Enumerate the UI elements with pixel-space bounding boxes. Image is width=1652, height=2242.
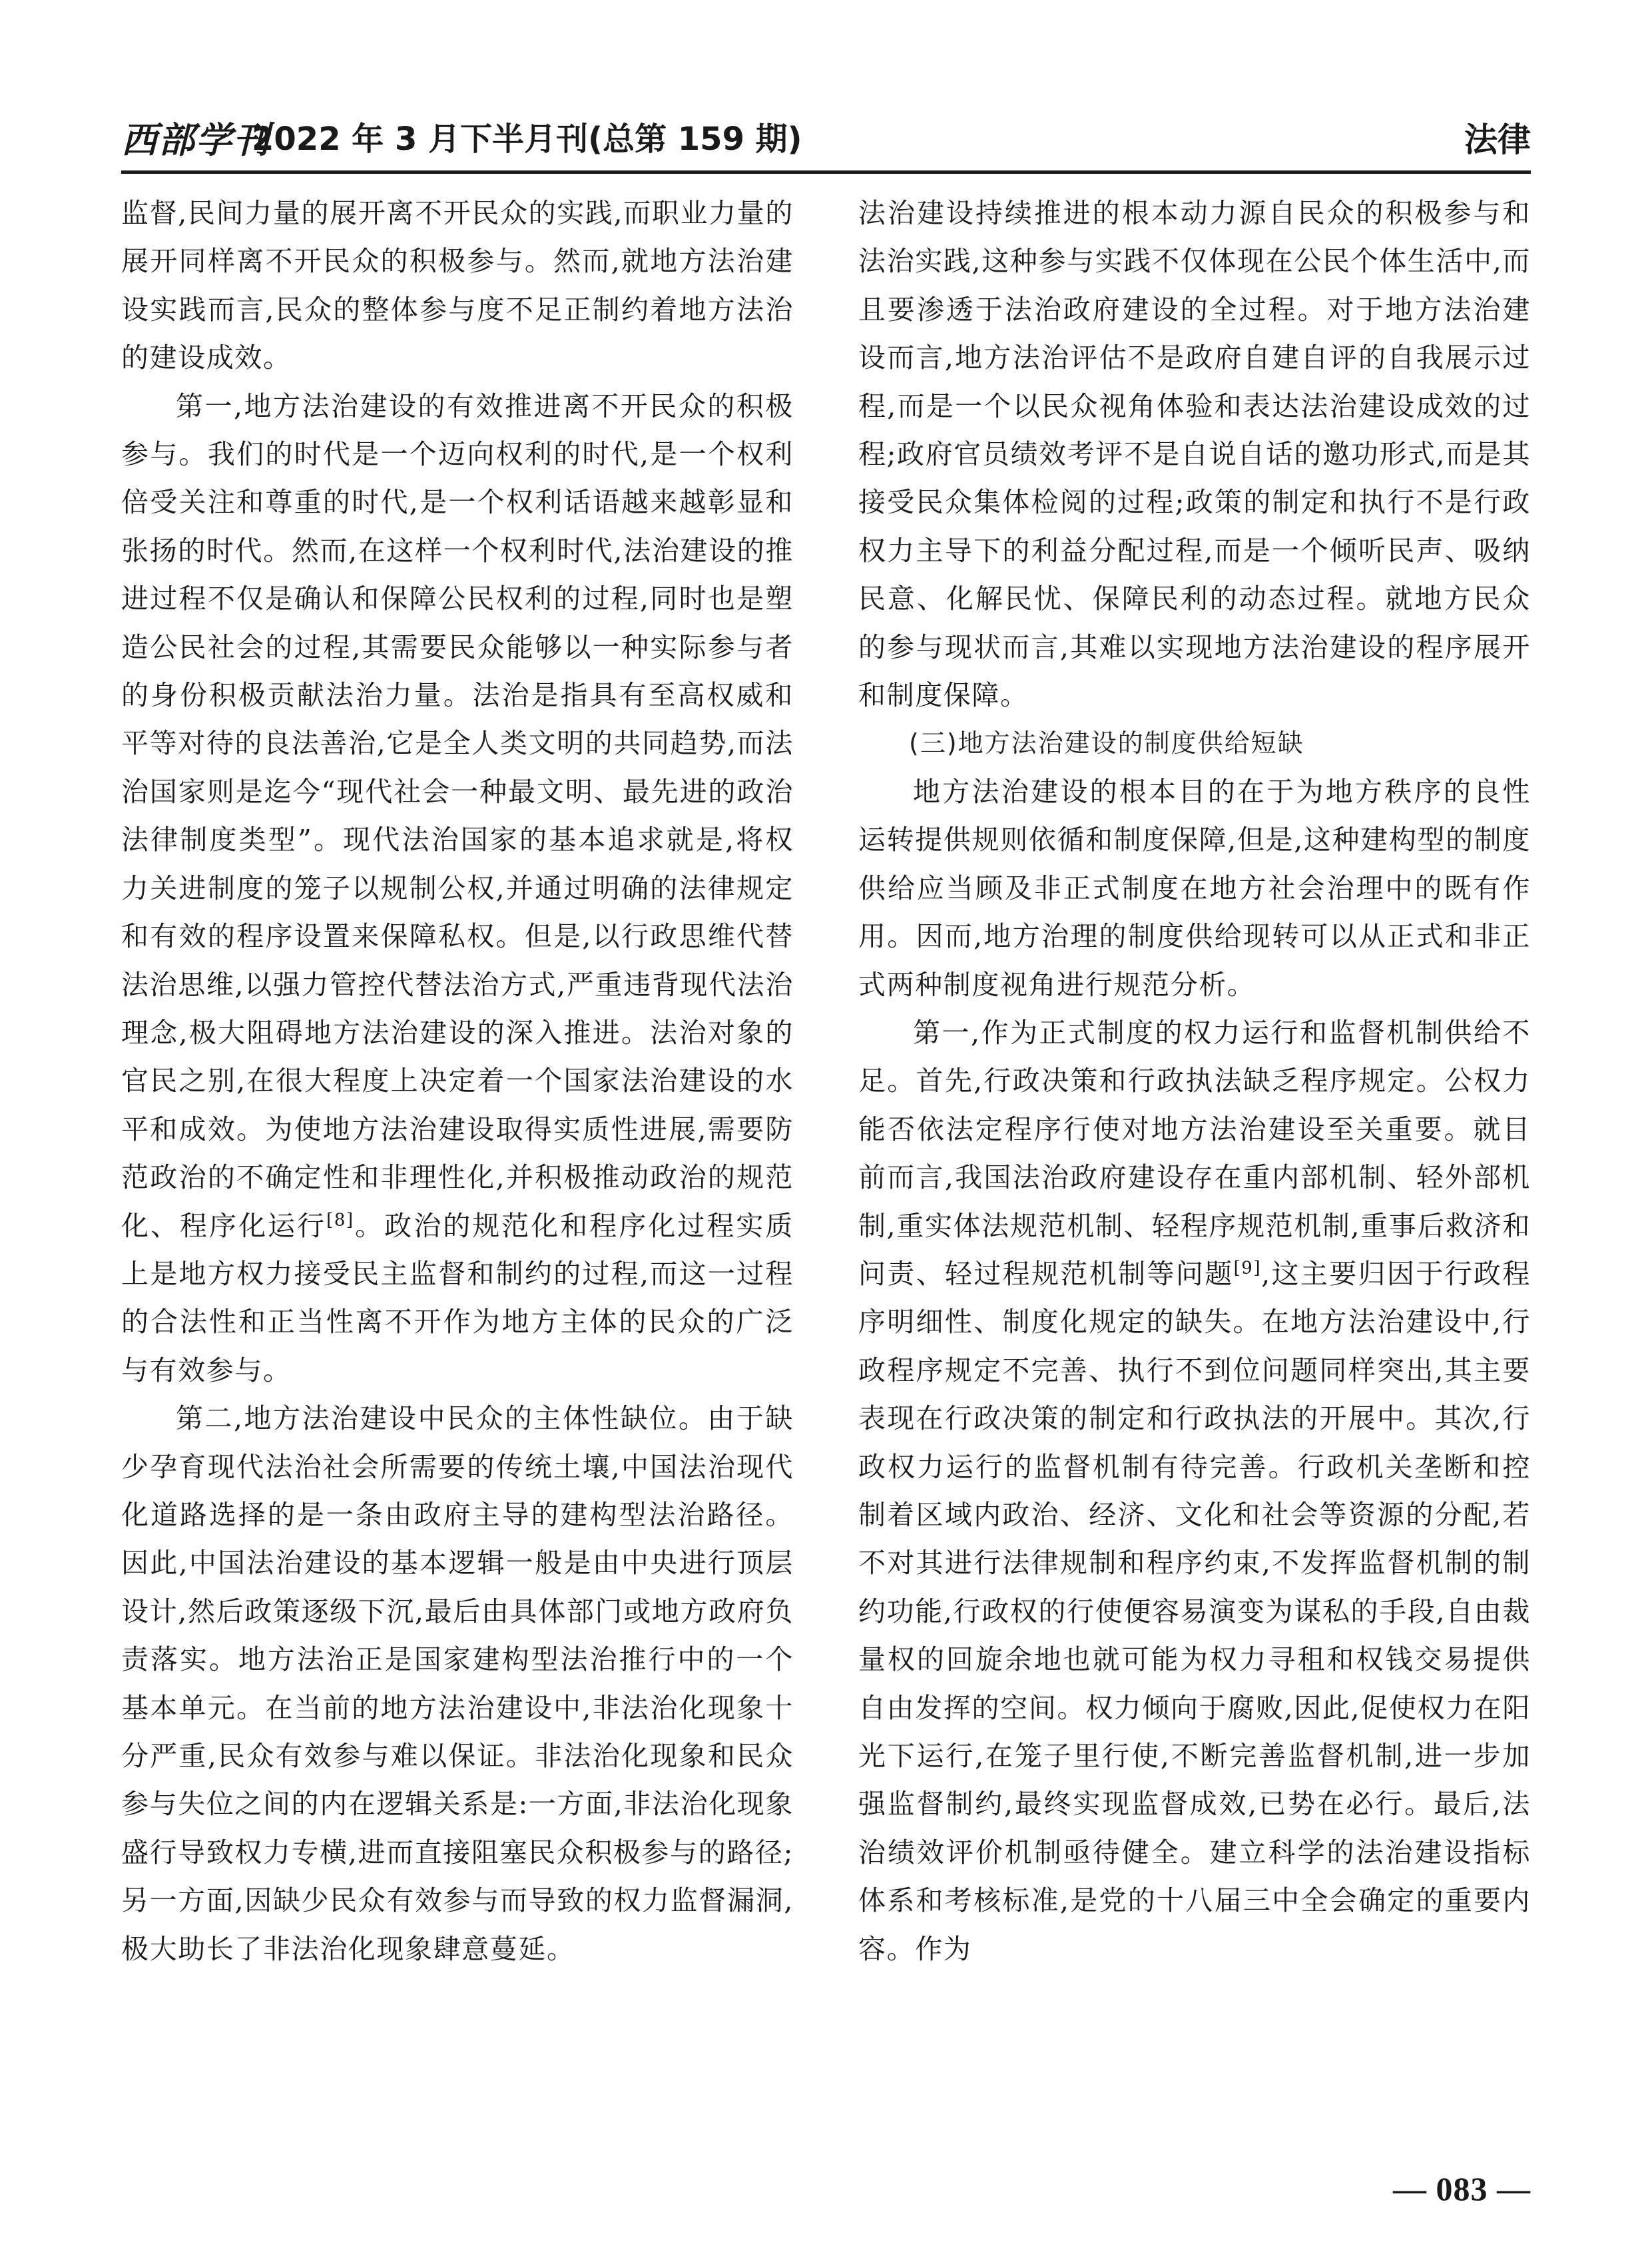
journal-logo: 西部学刊 [121, 119, 270, 161]
section-heading: (三)地方法治建设的制度供给短缺 [909, 728, 1304, 758]
paragraph-text: 。政治的规范化和程序化过程实质上是地方权力接受民主监督和制约的过程,而这一过程的合法性和正当性离不开作为地方主体的民众的广泛与有效参与。 [121, 1209, 794, 1386]
running-header [121, 108, 1531, 168]
paragraph: 第二,地方法治建设中民众的主体性缺位。由于缺少孕育现代法治社会所需要的传统土壤,中国法治现代化道路选择的是一条由政府主导的建构型法治路径。因此,中国法治建设的基本逻辑一般是由中央进行顶层设计,然后政策逐级下沉,最后由具体部门或地方政府负责落实。地方法治正是国家建构型法治推行中的一个基本单元。在当前的地方法治建设中,非法治化现象十分严重,民众有效参与难以保证。非法治化现象和民众参与失位之间的内在逻辑关系是:一方面,非法治化现象盛行导致权力专横,进而直接阻塞民众积极参与的路径;另一方面,因缺少民众有效参与而导致的权力监督漏洞,极大助长了非法治化现象肆意蔓延。 [121, 1402, 794, 1965]
paragraph-text: 第一,作为正式制度的权力运行和监督机制供给不足。首先,行政决策和行政执法缺乏程序规定。公权力能否依法定程序行使对地方法治建设至关重要。就目前而言,我国法治政府建设存在重内部机制、轻外部机制,重实体法规范机制、轻程序规范机制,重事后救济和问责、轻过程规范机制等问题 [858, 1016, 1531, 1290]
paragraph [858, 1009, 1531, 1973]
page-number: — 083 — [1393, 2170, 1531, 2207]
header-rule [121, 170, 1531, 174]
issue-info: 2022 年 3 月下半月刊(总第 159 期) [252, 121, 802, 158]
paragraph-text: ,这主要归因于行政程序明细性、制度化规定的缺失。在地方法治建设中,行政程序规定不完善、执行不到位问题同样突出,其主要表现在行政决策的制定和行政执法的开展中。其次,行政权力运行的监督机制有待完善。行政机关垄断和控制着区域内政治、经济、文化和社会等资源的分配,若不对其进行法律规制和程序约束,不发挥监督机制的制约功能,行政权的行使便容易演变为谋私的手段,自由裁量权的回旋余地也就可能为权力寻租和权钱交易提供自由发挥的空间。权力倾向于腐败,因此,促使权力在阳光下运行,在笼子里行使,不断完善监督机制,进一步加强监督制约,最终实现监督成效,已势在必行。最后,法治绩效评价机制亟待健全。建立科学的法治建设指标体系和考核标准,是党的十八届三中全会确定的重要内容。作为 [858, 1257, 1531, 1965]
citation-ref: [8] [326, 1209, 354, 1230]
paragraph: 监督,民间力量的展开离不开民众的实践,而职业力量的展开同样离不开民众的积极参与。然而,就地方法治建设实践而言,民众的整体参与度不足正制约着地方法治的建设成效。 [121, 197, 794, 374]
left-column [121, 189, 794, 2170]
paragraph [121, 382, 794, 1395]
paragraph-text: 第一,地方法治建设的有效推进离不开民众的积极参与。我们的时代是一个迈向权利的时代,是一个权利倍受关注和尊重的时代,是一个权利话语越来越彰显和张扬的时代。然而,在这样一个权利时代,法治建设的推进过程不仅是确认和保障公民权利的过程,同时也是塑造公民社会的过程,其需要民众能够以一种实际参与者的身份积极贡献法治力量。法治是指具有至高权威和平等对待的良法善治,它是全人类文明的共同趋势,而法治国家则是迄今“现代社会一种最文明、最先进的政治法律制度类型”。现代法治国家的基本追求就是,将权力关进制度的笼子以规制公权,并通过明确的法律规定和有效的程序设置来保障私权。但是,以行政思维代替法治思维,以强力管控代替法治方式,严重违背现代法治理念,极大阻碍地方法治建设的深入推进。法治对象的官民之别,在很大程度上决定着一个国家法治建设的水平和成效。为使地方法治建设取得实质性进展,需要防范政治的不确定性和非理性化,并积极推动政治的规范化、程序化运行 [121, 390, 794, 1242]
citation-ref: [9] [1233, 1258, 1262, 1278]
section-label: 法律 [1464, 121, 1531, 159]
paragraph: 法治建设持续推进的根本动力源自民众的积极参与和法治实践,这种参与实践不仅体现在公民个体生活中,而且要渗透于法治政府建设的全过程。对于地方法治建设而言,地方法治评估不是政府自建自评的自我展示过程,而是一个以民众视角体验和表达法治建设成效的过程;政府官员绩效考评不是自说自话的邀功形式,而是其接受民众集体检阅的过程;政策的制定和执行不是行政权力主导下的利益分配过程,而是一个倾听民声、吸纳民意、化解民忧、保障民利的动态过程。就地方民众的参与现状而言,其难以实现地方法治建设的程序展开和制度保障。 [858, 197, 1531, 712]
paragraph: 地方法治建设的根本目的在于为地方秩序的良性运转提供规则依循和制度保障,但是,这种建构型的制度供给应当顾及非正式制度在地方社会治理中的既有作用。因而,地方治理的制度供给现转可以从正式和非正式两种制度视角进行规范分析。 [858, 775, 1531, 1001]
right-column [858, 189, 1531, 2170]
